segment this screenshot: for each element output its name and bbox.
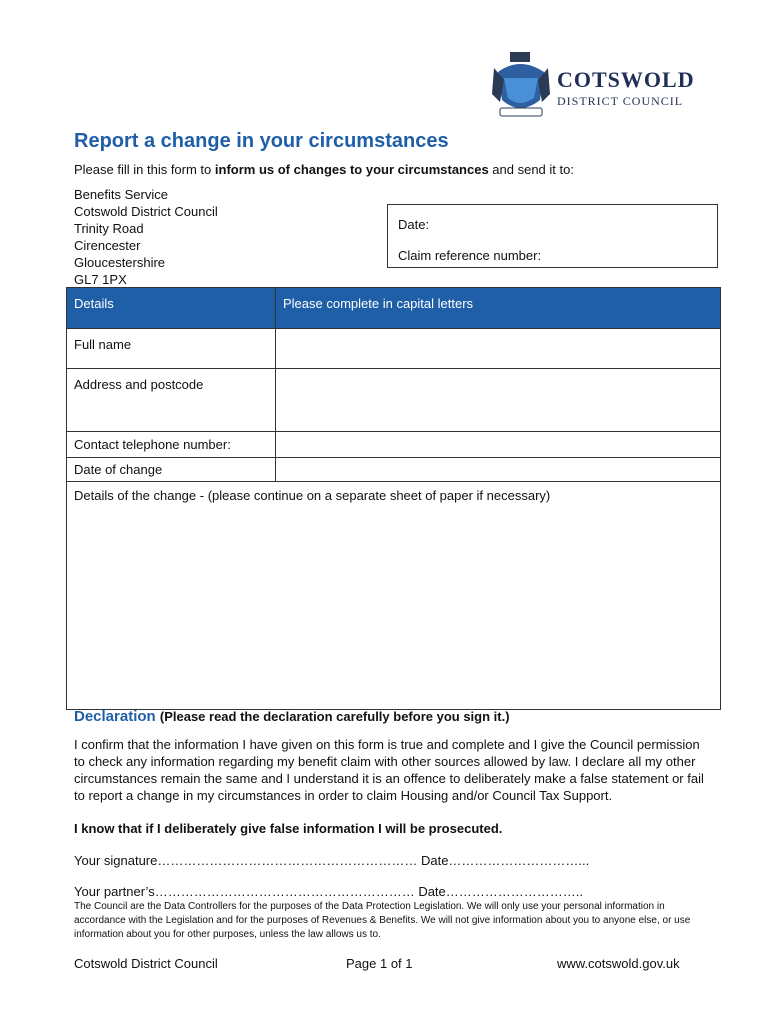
declaration-warning: I know that if I deliberately give false information I will be prosecuted. xyxy=(74,821,503,836)
full-name-field[interactable] xyxy=(276,329,721,369)
address-line: Trinity Road xyxy=(74,221,144,236)
footer-council: Cotswold District Council xyxy=(74,956,218,971)
address-line: Gloucestershire xyxy=(74,255,166,270)
table-header-row xyxy=(67,288,721,329)
date-label: Date: xyxy=(398,217,430,232)
partner-signature-line[interactable]: Your partner’s…………………………………………………… Date………………………….. xyxy=(74,884,583,899)
declaration-heading: Declaration (Please read the declaration carefully before you sign it.) xyxy=(74,708,510,725)
details-table xyxy=(66,287,721,710)
header-instructions: Please complete in capital letters xyxy=(276,288,721,329)
council-crest-icon xyxy=(490,50,552,120)
telephone-label: Contact telephone number: xyxy=(67,432,276,458)
header-details: Details xyxy=(67,288,276,329)
table-row xyxy=(67,432,721,458)
telephone-field[interactable] xyxy=(276,432,721,458)
table-row xyxy=(67,329,721,369)
change-details-field[interactable]: Details of the change - (please continue on a separate sheet of paper if necessary) xyxy=(67,482,721,710)
page-title: Report a change in your circumstances xyxy=(74,130,449,152)
intro-text: Please fill in this form to inform us of changes to your circumstances and send it to: xyxy=(74,162,574,177)
claim-reference-label: Claim reference number: xyxy=(398,248,542,263)
address-line: Cirencester xyxy=(74,238,141,253)
table-row xyxy=(67,369,721,432)
signature-line[interactable]: Your signature…………………………………………………… Date…………………………... xyxy=(74,853,590,868)
date-of-change-field[interactable] xyxy=(276,458,721,482)
council-name: COTSWOLD xyxy=(557,67,695,92)
footer-page-number: Page 1 of 1 xyxy=(346,956,413,971)
office-use-box xyxy=(387,204,718,268)
data-protection-notice: The Council are the Data Controllers for the purposes of the Data Protection Legislation. We will only use your personal information in accordance with the Legislation and for the purposes of Revenues & Benefits. We will not give information about you to anyone else, or use information about you for other purposes, unless the law allows us to. xyxy=(74,901,691,940)
address-field[interactable] xyxy=(276,369,721,432)
address-line: Benefits Service xyxy=(74,187,168,202)
footer-website: www.cotswold.gov.uk xyxy=(557,956,680,971)
council-subtitle: DISTRICT COUNCIL xyxy=(557,94,684,108)
table-row[interactable] xyxy=(67,482,721,710)
postal-address xyxy=(74,186,218,288)
address-label: Address and postcode xyxy=(67,369,276,432)
table-row xyxy=(67,458,721,482)
full-name-label: Full name xyxy=(67,329,276,369)
declaration-text: I confirm that the information I have given on this form is true and complete and I give the Council permission to check any information regarding my benefit claim with other sources allowed by law. I declare all my other circumstances remain the same and I understand it is an offence to deliberately make a false statement or fail to report a change in my circumstances in order to claim Housing and/or Council Tax Support. xyxy=(74,737,704,803)
address-line: GL7 1PX xyxy=(74,272,127,287)
address-line: Cotswold District Council xyxy=(74,204,218,219)
date-of-change-label: Date of change xyxy=(67,458,276,482)
